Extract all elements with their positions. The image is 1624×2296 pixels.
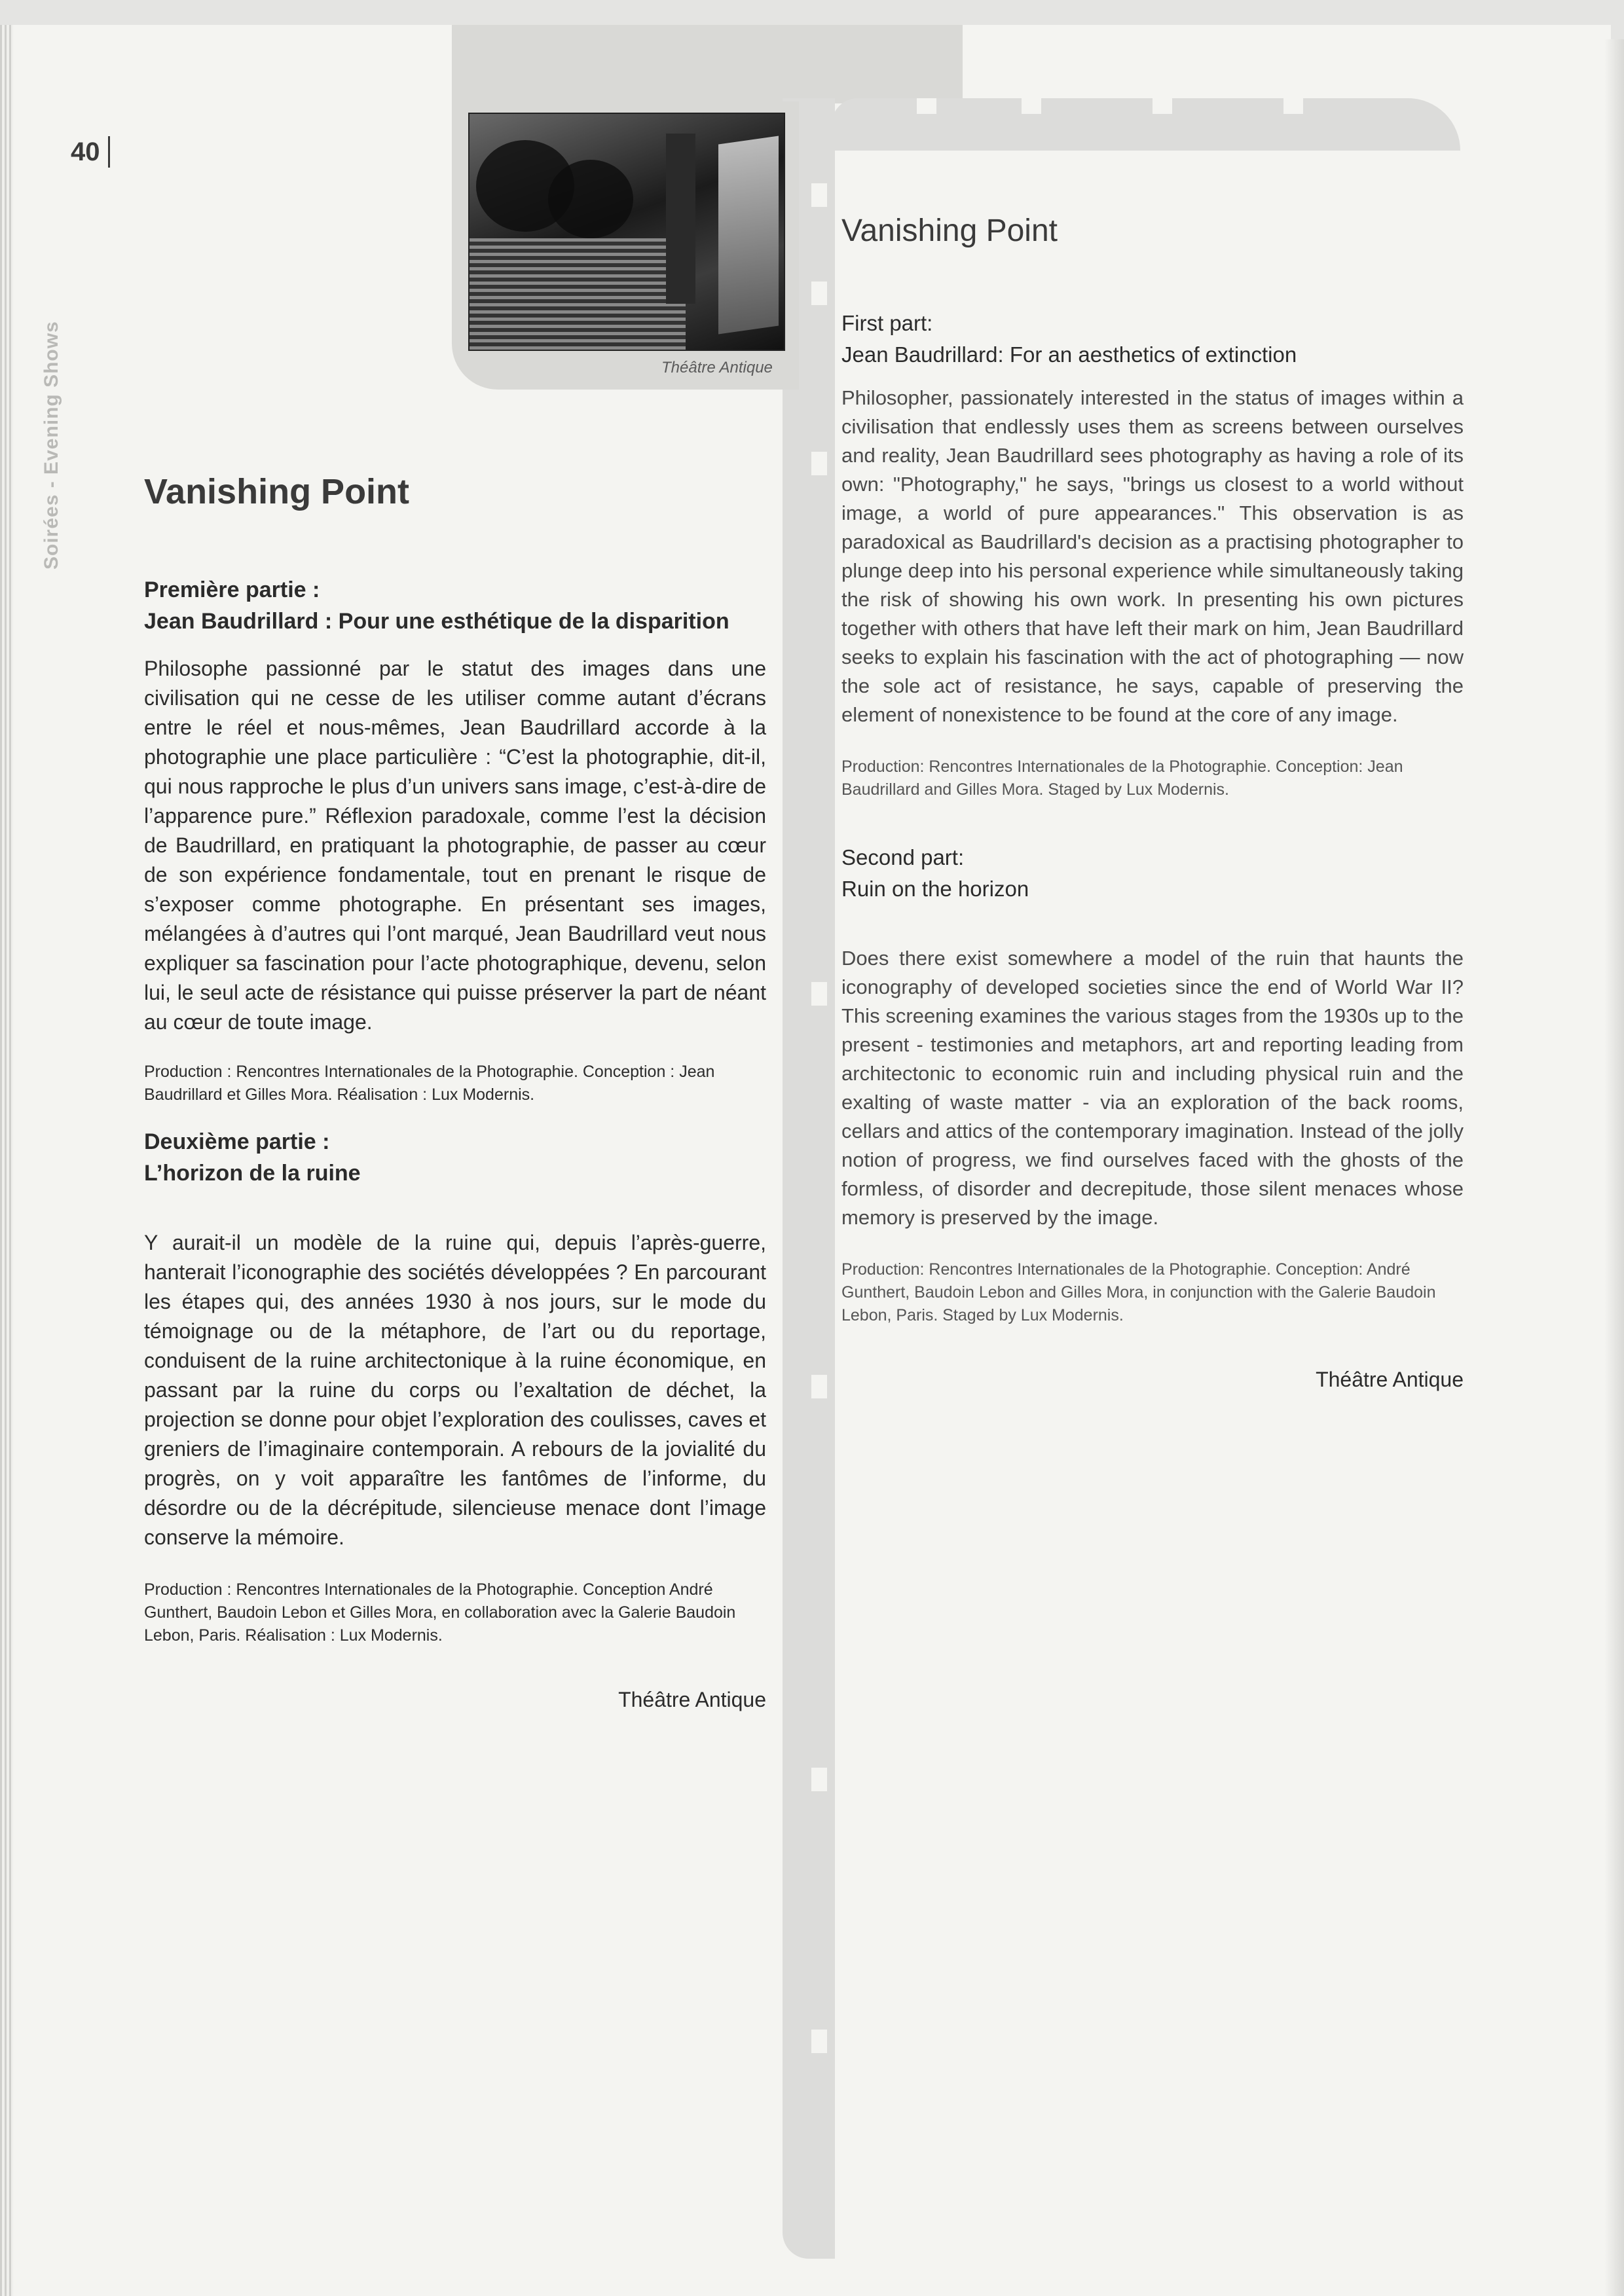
en-part2-subtitle: Ruin on the horizon: [841, 877, 1029, 901]
photo-caption: Théâtre Antique: [661, 359, 773, 376]
spine-notch: [1283, 98, 1303, 114]
fr-part2-credits: Production : Rencontres Internationales de la Photographie. Conception André Gunthert, Baudoin Lebon et Gilles Mora, en collaboration avec la Galerie Baudoin Lebon, Paris. Réalisation : Lux Modernis.: [144, 1580, 736, 1645]
fr-title: Vanishing Point: [144, 472, 410, 511]
en-part2-heading: Second part:: [841, 845, 965, 869]
spine-notch: [811, 1768, 827, 1791]
fr-part1-heading: Première partie :: [144, 577, 320, 602]
en-part1-subtitle: Jean Baudrillard: For an aesthetics of extinction: [841, 342, 1297, 367]
section-label: Soirées - Evening Shows: [41, 321, 62, 570]
spine-notch: [1022, 98, 1041, 114]
spine-notch: [811, 982, 827, 1006]
center-spine: [783, 98, 835, 2259]
en-title: Vanishing Point: [841, 213, 1058, 248]
theatre-seats: [470, 238, 686, 350]
page-edge: [0, 25, 14, 2296]
spine-notch: [811, 1375, 827, 1398]
spine-notch: [917, 98, 936, 114]
tree-silhouette: [548, 160, 633, 238]
en-part2-credits: Production: Rencontres Internationales de la Photographie. Conception: André Gunthert, Baudoin Lebon and Gilles Mora, in conjunction with the Galerie Baudoin Lebon, Paris. Staged by Lux Modernis.: [841, 1260, 1436, 1324]
spine-notch: [811, 282, 827, 305]
fr-part2-heading: Deuxième partie :: [144, 1129, 330, 1154]
en-part1-body: Philosopher, passionately interested in the status of images within a civilisation that endlessly uses them as screens between ourselves and reality, Jean Baudrillard sees photography as having a role of its own: "Photography," he says, "brings us closest to a world without image, a world of pure appearances." This observation is as paradoxical as Baudrillard's decision as a practising photographer to plunge deep into his personal experience while simultaneously taking the risk of showing his own work. In presenting his own pictures together with others that have left their mark on him, Jean Baudrillard seeks to explain his fascination with the act of photographing — now the sole act of resistance, he says, capable of preserving the element of nonexistence to be found at the core of any image.: [841, 386, 1464, 726]
page-fold-shadow: [1604, 39, 1624, 2296]
spine-notch: [811, 183, 827, 207]
stage-tower: [666, 134, 695, 304]
top-band: [452, 25, 963, 103]
theatre-photo: [468, 113, 785, 351]
french-column: [144, 471, 766, 1712]
fr-part1-body: Philosophe passionné par le statut des images dans une civilisation qui ne cesse de les utiliser comme autant d’écrans entre le réel et nous-mêmes, Jean Baudrillard accorde à la photographie une place particulière : “C’est la photographie, dit-il, qui nous rapproche le plus d’un univers sans image, c’est-à-dire de l’apparence pure.” Réflexion paradoxale, comme l’est la décision de Baudrillard, en pratiquant la photographie, de passer au cœur de son expérience fondamentale, tout en prenant le risque de s’exposer comme photographe. En présentant ses images, mélangées à d’autres qui l’ont marqué, Jean Baudrillard veut nous expliquer sa fascination pour l’acte photographique, devenu, selon lui, le seul acte de résistance qui puisse préserver la part de néant au cœur de toute image.: [144, 657, 766, 1034]
spine-notch: [811, 2030, 827, 2053]
en-part2-body: Does there exist somewhere a model of the ruin that haunts the iconography of developed societies since the end of World War II? This screening examines the various stages from the 1930s up to the present - testimonies and metaphors, art and reporting leading from architectonic to economic ruin and including physical ruin and the exalting of waste matter - via an exploration of the back rooms, cellars and attics of the contemporary imagination. Instead of the jolly notion of progress, we find ourselves faced with the ghosts of the formless, of disorder and decrepitude, those silent menaces whose memory is preserved by the image.: [841, 947, 1464, 1229]
projection-screen: [718, 136, 779, 335]
spine-notch: [1153, 98, 1172, 114]
english-column: [841, 213, 1464, 1392]
fr-venue: Théâtre Antique: [618, 1688, 766, 1711]
fr-part1-subtitle: Jean Baudrillard : Pour une esthétique de la disparition: [144, 609, 729, 634]
spine-notch: [811, 452, 827, 475]
page-number: 40: [71, 136, 110, 168]
en-part1-credits: Production: Rencontres Internationales de la Photographie. Conception: Jean Baudrillard and Gilles Mora. Staged by Lux Modernis.: [841, 757, 1403, 799]
en-venue: Théâtre Antique: [1316, 1368, 1464, 1391]
fr-part2-body: Y aurait-il un modèle de la ruine qui, depuis l’après-guerre, hanterait l’iconographie des sociétés développées ? En parcourant les étapes qui, des années 1930 à nos jours, sur le mode du témoignage ou de la métaphore, de l’art ou du reportage, conduisent de la ruine architectonique à la ruine économique, en passant par la ruine du corps ou l’exaltation de déchet, la projection se donne pour objet l’exploration des coulisses, caves et greniers de l’imaginaire contemporain. A rebours de la jovialité du progrès, on y voit apparaître les fantômes de l’informe, du désordre ou de la décrépitude, silencieuse menace dont l’image conserve la mémoire.: [144, 1231, 766, 1549]
fr-part2-subtitle: L’horizon de la ruine: [144, 1161, 361, 1186]
en-part1-heading: First part:: [841, 311, 933, 335]
fr-part1-credits: Production : Rencontres Internationales de la Photographie. Conception : Jean Baudrillard et Gilles Mora. Réalisation : Lux Modernis.: [144, 1063, 715, 1104]
